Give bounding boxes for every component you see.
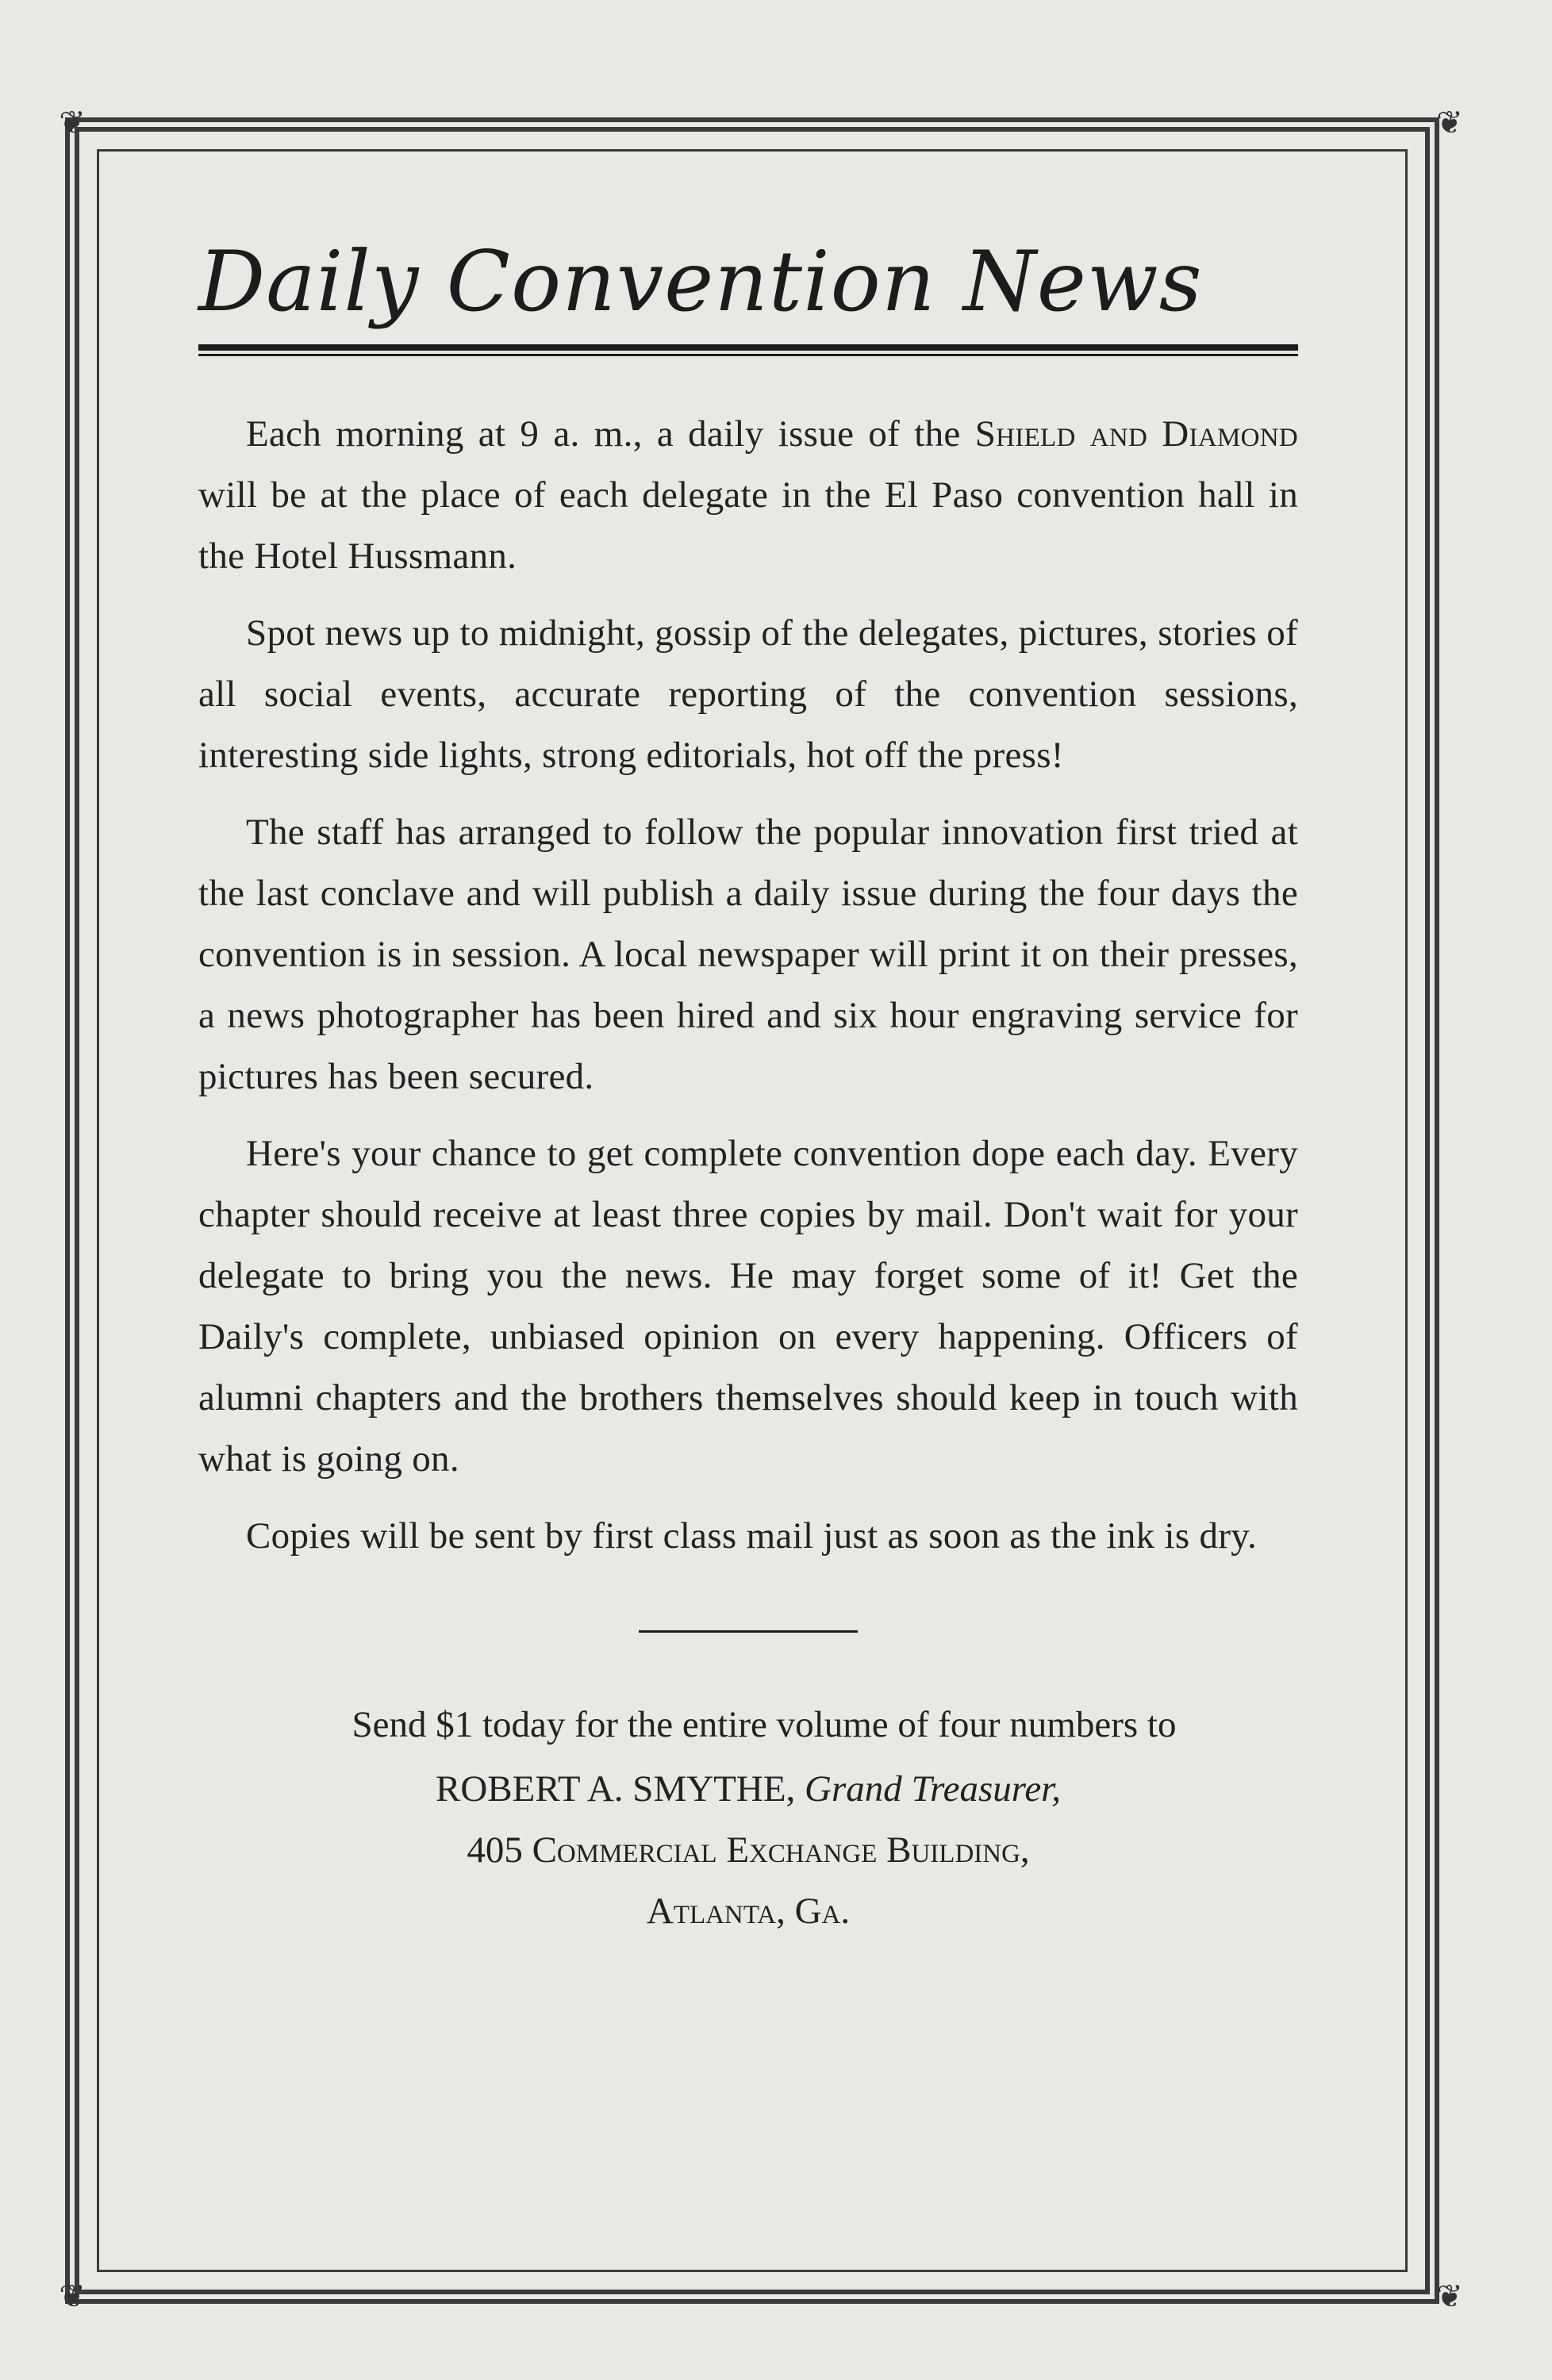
address-name-line xyxy=(198,1759,1298,1820)
paragraph-mailing: Copies will be sent by first class mail just as soon as the ink is dry. xyxy=(246,1515,1258,1557)
address-street: 405 Commercial Exchange Building, xyxy=(467,1829,1030,1871)
scroll-ornament-icon: ❦ xyxy=(59,2278,86,2314)
addressee-role: Grand Treasurer, xyxy=(805,1768,1062,1810)
addressee-name: ROBERT A. SMYTHE, xyxy=(435,1768,796,1810)
paragraph-contents: Spot news up to midnight, gossip of the delegates, pictures, stories of all social events, accurate reporting of the convention sessions, interesting side lights, strong editorials, hot off the press! xyxy=(198,612,1298,776)
paragraph-text: Each morning at 9 a. m., a daily issue of the xyxy=(246,413,975,455)
paragraph-text: will be at the place of each delegate in the El Paso convention hall in the Hotel Hussmann. xyxy=(198,474,1298,577)
scroll-ornament-icon: ❦ xyxy=(59,105,86,140)
paragraph-staff: The staff has arranged to follow the popular innovation first tried at the last conclave and will publish a daily issue during the four days the convention is in session. A local newspaper will print it on their presses, a news photographer has been hired and six hour engraving service for pictures has been secured. xyxy=(198,812,1298,1097)
page-title: Daily Convention News xyxy=(198,233,1203,330)
address-city: Atlanta, Ga. xyxy=(646,1891,851,1932)
paragraph-delivery xyxy=(198,404,1298,587)
scroll-ornament-icon: ❦ xyxy=(1436,2278,1463,2314)
order-instruction: Send $1 today for the entire volume of four numbers to xyxy=(352,1704,1177,1745)
article xyxy=(198,222,1298,1942)
publication-name: Shield and Diamond xyxy=(974,413,1298,455)
title-underline xyxy=(198,344,1298,356)
section-divider xyxy=(639,1630,858,1633)
paragraph-pitch: Here's your chance to get complete convention dope each day. Every chapter should receive at least three copies by mail. Don't wait for your delegate to bring you the news. He may forget some of it! Get the Daily's complete, unbiased opinion on every happening. Officers of alumni chapters and the brothers themselves should keep in touch with what is going on. xyxy=(198,1133,1298,1480)
scroll-ornament-icon: ❦ xyxy=(1436,105,1463,140)
